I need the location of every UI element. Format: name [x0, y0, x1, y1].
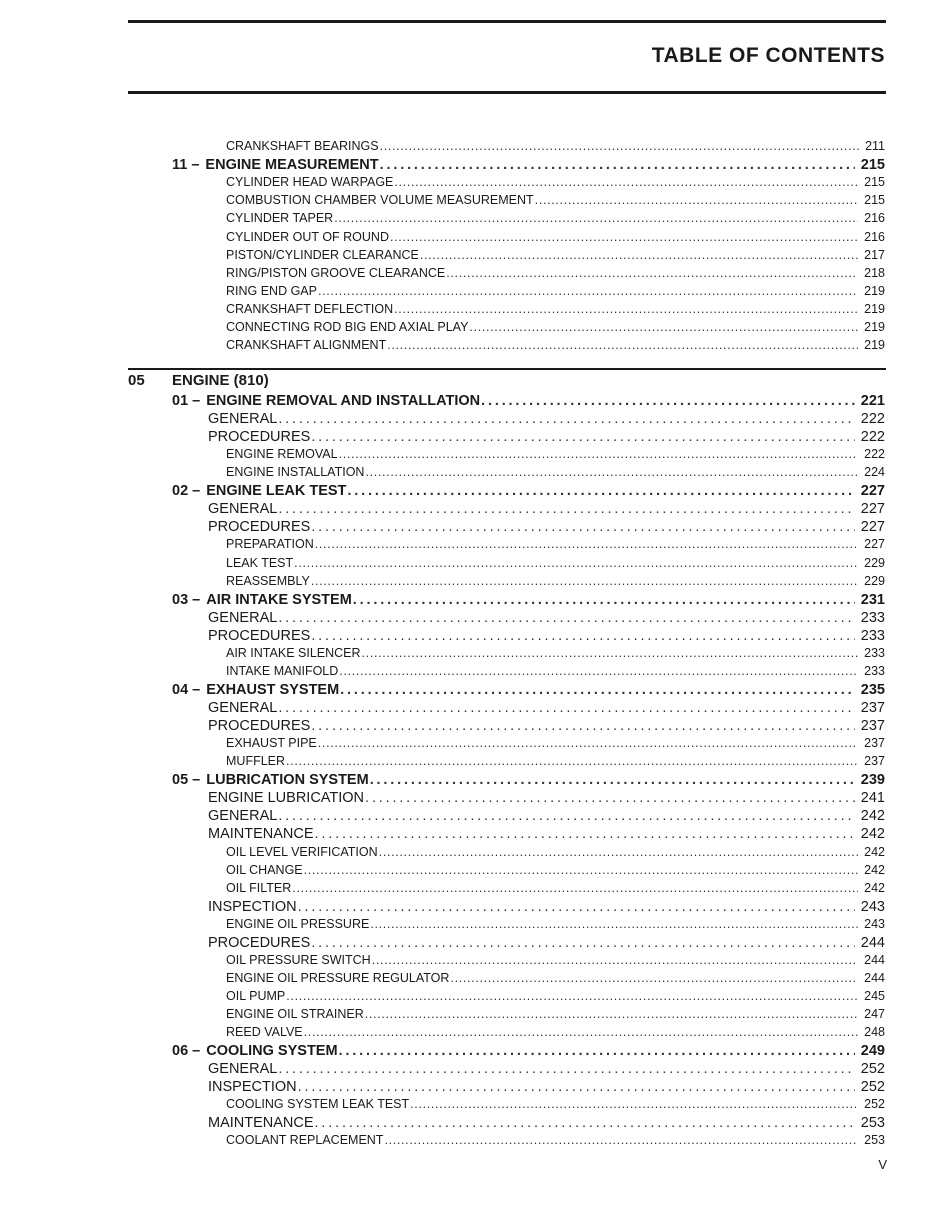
toc-topic-entry[interactable]	[226, 139, 885, 153]
toc-entry-text: AIR INTAKE SYSTEM	[206, 591, 352, 608]
toc-entry-label	[172, 483, 346, 499]
toc-entry-label	[226, 266, 445, 280]
toc-page-number: 244	[860, 934, 885, 951]
dot-leader	[380, 139, 859, 153]
dot-leader	[353, 592, 855, 608]
toc-entry-text: INSPECTION	[208, 1079, 297, 1096]
toc-entry-label	[226, 664, 338, 678]
dot-leader	[278, 501, 854, 517]
toc-topic-entry[interactable]	[226, 284, 885, 298]
toc-entry-label	[208, 899, 297, 915]
toc-entry-text: ENGINE OIL PRESSURE REGULATOR	[226, 970, 450, 985]
header-top-rule	[128, 20, 886, 23]
toc-topic-entry[interactable]	[226, 175, 885, 189]
header-bottom-rule	[128, 91, 886, 94]
toc-entry-text: PISTON/CYLINDER CLEARANCE	[226, 247, 419, 262]
toc-entry-label	[226, 646, 361, 660]
toc-entry-label	[226, 736, 317, 750]
toc-entry-label	[226, 863, 303, 877]
toc-entry-label	[226, 248, 419, 262]
dot-leader	[286, 989, 858, 1003]
toc-subsection-entry[interactable]	[208, 519, 885, 535]
toc-entry-label	[226, 1097, 409, 1111]
toc-topic-entry[interactable]	[226, 338, 885, 352]
dot-leader	[394, 175, 858, 189]
toc-topic-entry[interactable]	[226, 556, 885, 570]
toc-entry-label	[226, 465, 364, 479]
toc-entry-label	[226, 881, 291, 895]
toc-entry-label	[208, 1115, 314, 1131]
toc-page-number: 217	[864, 247, 885, 262]
toc-entry-text: PROCEDURES	[208, 934, 311, 951]
toc-entry-label	[172, 157, 379, 173]
dot-leader	[339, 447, 859, 461]
dot-leader	[304, 1025, 858, 1039]
dot-leader	[370, 917, 858, 931]
toc-entry-text: MAINTENANCE	[208, 826, 314, 843]
toc-page-number: 242	[860, 808, 885, 825]
toc-entry-text: ENGINE REMOVAL AND INSTALLATION	[206, 393, 481, 409]
dot-leader	[339, 664, 858, 678]
section-divider	[128, 368, 886, 370]
toc-topic-entry[interactable]	[226, 1025, 885, 1039]
toc-entry-label	[226, 556, 293, 570]
toc-entry-label	[226, 193, 534, 207]
toc-entry-label	[226, 953, 371, 967]
toc-entry-text: GENERAL	[208, 808, 278, 825]
toc-chapter-number: 05 –	[172, 772, 201, 789]
toc-entry-label	[208, 628, 310, 644]
toc-page-number: 245	[864, 988, 885, 1003]
toc-page-number: 243	[864, 916, 885, 931]
toc-page-number: 219	[864, 338, 885, 353]
toc-entry-label	[172, 682, 339, 698]
toc-entry-label	[226, 320, 468, 334]
toc-chapter-entry[interactable]	[172, 682, 885, 698]
dot-leader	[394, 302, 858, 316]
dot-leader	[298, 899, 855, 915]
toc-entry-text: GENERAL	[208, 411, 278, 428]
dot-leader	[339, 1043, 855, 1059]
dot-leader	[370, 772, 855, 788]
toc-page-number: 219	[864, 301, 885, 316]
toc-entry-label	[172, 592, 352, 608]
toc-page-number: 222	[860, 429, 885, 446]
toc-page-number: 247	[864, 1007, 885, 1022]
toc-subsection-entry[interactable]	[208, 899, 885, 915]
dot-leader	[380, 157, 855, 173]
toc-subsection-entry[interactable]	[208, 808, 885, 824]
toc-entry-text: CRANKSHAFT ALIGNMENT	[226, 338, 387, 353]
dot-leader	[334, 211, 858, 225]
toc-page-number: 216	[864, 211, 885, 226]
toc-entry-text: GENERAL	[208, 609, 278, 626]
dot-leader	[278, 610, 854, 626]
toc-entry-label	[208, 411, 277, 427]
toc-page-number: 229	[864, 555, 885, 570]
dot-leader	[294, 556, 858, 570]
dot-leader	[446, 266, 858, 280]
toc-entry-label	[172, 772, 369, 788]
toc-entry-label	[226, 754, 285, 768]
toc-page-number: 211	[865, 139, 885, 153]
toc-subsection-entry[interactable]	[208, 935, 885, 951]
toc-page-number: 235	[860, 681, 885, 698]
toc-page-number: 224	[864, 465, 885, 480]
dot-leader	[362, 646, 859, 660]
toc-entry-text: REED VALVE	[226, 1025, 303, 1040]
toc-topic-entry[interactable]	[226, 1097, 885, 1111]
toc-entry-label	[226, 917, 369, 931]
toc-page-number: 216	[864, 229, 885, 244]
toc-chapter-number: 01 –	[172, 393, 201, 409]
toc-entry-text: INTAKE MANIFOLD	[226, 663, 339, 678]
toc-topic-entry[interactable]	[226, 736, 885, 750]
dot-leader	[450, 971, 858, 985]
toc-entry-label	[226, 537, 314, 551]
toc-entry-label	[226, 338, 386, 352]
dot-leader	[372, 953, 858, 967]
toc-subsection-entry[interactable]	[208, 1061, 885, 1077]
toc-entry-label	[226, 971, 449, 985]
dot-leader	[535, 193, 858, 207]
dot-leader	[347, 483, 854, 499]
toc-entry-text: ENGINE REMOVAL	[226, 447, 338, 462]
toc-entry-label	[226, 1025, 303, 1039]
toc-topic-entry[interactable]	[226, 266, 885, 280]
toc-entry-label	[208, 1079, 297, 1095]
section-title: ENGINE (810)	[172, 372, 269, 389]
toc-subsection-entry[interactable]	[208, 700, 885, 716]
dot-leader	[292, 881, 858, 895]
toc-entry-text: ENGINE INSTALLATION	[226, 465, 365, 480]
toc-subsection-entry[interactable]	[208, 501, 885, 517]
toc-chapter-number: 02 –	[172, 483, 201, 500]
toc-subsection-entry[interactable]	[208, 429, 885, 445]
toc-page-number: 242	[864, 862, 885, 877]
toc-entry-label	[226, 1007, 364, 1021]
toc-entry-text: OIL PRESSURE SWITCH	[226, 952, 371, 967]
toc-topic-entry[interactable]	[226, 863, 885, 877]
toc-page-number: 237	[860, 700, 885, 717]
toc-page-number: 227	[860, 483, 885, 500]
dot-leader	[311, 935, 854, 951]
toc-entry-text: MUFFLER	[226, 754, 286, 769]
toc-topic-entry[interactable]	[226, 248, 885, 262]
toc-page-number: 253	[864, 1133, 885, 1148]
dot-leader	[318, 736, 858, 750]
toc-entry-text: EXHAUST PIPE	[226, 736, 317, 751]
toc-chapter-entry[interactable]	[172, 393, 885, 409]
toc-topic-entry[interactable]	[226, 574, 885, 588]
toc-topic-entry[interactable]	[226, 447, 885, 461]
toc-entry-label	[226, 211, 333, 225]
toc-entry-label	[208, 501, 277, 517]
toc-page-number: 237	[864, 736, 885, 751]
toc-chapter-number: 03 –	[172, 591, 201, 608]
toc-subsection-entry[interactable]	[208, 826, 885, 842]
toc-entry-text: PROCEDURES	[208, 519, 311, 536]
toc-topic-entry[interactable]	[226, 754, 885, 768]
toc-entry-text: ENGINE LUBRICATION	[208, 790, 365, 807]
toc-subsection-entry[interactable]	[208, 718, 885, 734]
toc-topic-entry[interactable]	[226, 320, 885, 334]
dot-leader	[278, 700, 854, 716]
toc-entry-label	[208, 1061, 277, 1077]
toc-entry-text: COMBUSTION CHAMBER VOLUME MEASUREMENT	[226, 193, 534, 208]
toc-page-number: 233	[860, 609, 885, 626]
toc-subsection-entry[interactable]	[208, 1079, 885, 1095]
toc-entry-label	[226, 175, 393, 189]
dot-leader	[340, 682, 855, 698]
dot-leader	[410, 1097, 858, 1111]
toc-entry-text: PROCEDURES	[208, 718, 311, 735]
toc-page-number: 244	[864, 970, 885, 985]
toc-entry-text: LEAK TEST	[226, 555, 294, 570]
toc-subsection-entry[interactable]	[208, 1115, 885, 1131]
toc-chapter-number: 06 –	[172, 1043, 201, 1060]
toc-page-number: 215	[860, 157, 885, 174]
dot-leader	[390, 230, 858, 244]
toc-page-number: 242	[860, 826, 885, 843]
toc-topic-entry[interactable]	[226, 537, 885, 551]
toc-page-number: 237	[860, 718, 885, 735]
toc-entry-label	[208, 935, 310, 951]
dot-leader	[278, 411, 854, 427]
toc-entry-label	[208, 429, 310, 445]
toc-entry-text: OIL PUMP	[226, 988, 286, 1003]
toc-entry-text: PROCEDURES	[208, 627, 311, 644]
toc-page-number: 252	[860, 1061, 885, 1078]
toc-subsection-entry[interactable]	[208, 790, 885, 806]
toc-chapter-entry[interactable]	[172, 592, 885, 608]
toc-page-number: 233	[860, 627, 885, 644]
toc-page-number: 219	[864, 320, 885, 334]
toc-entry-text: REASSEMBLY	[226, 573, 310, 588]
toc-page-number: 237	[864, 754, 885, 769]
toc-page-number: 221	[860, 393, 885, 409]
toc-topic-entry[interactable]	[226, 646, 885, 660]
toc-entry-text: ENGINE MEASUREMENT	[205, 157, 379, 174]
toc-entry-text: CRANKSHAFT DEFLECTION	[226, 301, 394, 316]
toc-topic-entry[interactable]	[226, 230, 885, 244]
dot-leader	[469, 320, 858, 334]
toc-entry-text: GENERAL	[208, 1061, 278, 1078]
toc-page-number: 249	[860, 1043, 885, 1060]
dot-leader	[365, 1007, 858, 1021]
toc-page-number: 229	[864, 573, 885, 588]
toc-page-number: 239	[860, 772, 885, 789]
dot-leader	[420, 248, 858, 262]
dot-leader	[311, 429, 854, 445]
toc-entry-label	[226, 447, 338, 461]
toc-page-number: 222	[864, 447, 885, 462]
dot-leader	[379, 845, 858, 859]
toc-page-number: 215	[864, 193, 885, 208]
toc-page-number: 252	[860, 1079, 885, 1096]
toc-page-number: 215	[864, 175, 885, 190]
toc-page-number: 241	[860, 790, 885, 807]
toc-chapter-entry[interactable]	[172, 157, 885, 173]
toc-entry-text: PREPARATION	[226, 537, 314, 552]
dot-leader	[365, 790, 855, 806]
toc-page-number: 242	[864, 880, 885, 895]
toc-entry-text: GENERAL	[208, 700, 278, 717]
dot-leader	[315, 1115, 855, 1131]
toc-page-number: 253	[860, 1115, 885, 1132]
toc-entry-label	[226, 284, 317, 298]
toc-entry-text: LUBRICATION SYSTEM	[206, 772, 369, 789]
toc-page-number: 227	[860, 519, 885, 536]
dot-leader	[278, 808, 854, 824]
toc-topic-entry[interactable]	[226, 1133, 885, 1147]
toc-entry-label	[208, 718, 310, 734]
toc-topic-entry[interactable]	[226, 917, 885, 931]
toc-subsection-entry[interactable]	[208, 411, 885, 427]
toc-topic-entry[interactable]	[226, 989, 885, 1003]
toc-entry-label	[208, 808, 277, 824]
toc-entry-label	[226, 845, 378, 859]
toc-page-number: 252	[864, 1097, 885, 1112]
toc-topic-entry[interactable]	[226, 953, 885, 967]
toc-entry-label	[208, 790, 364, 806]
toc-entry-label	[226, 574, 310, 588]
toc-topic-entry[interactable]	[226, 881, 885, 895]
toc-entry-text: AIR INTAKE SILENCER	[226, 645, 361, 660]
dot-leader	[311, 519, 854, 535]
toc-entry-text: EXHAUST SYSTEM	[206, 681, 340, 698]
toc-page-number: 222	[860, 411, 885, 428]
toc-entry-text: ENGINE OIL PRESSURE	[226, 916, 370, 931]
toc-chapter-number: 11 –	[172, 157, 200, 174]
dot-leader	[481, 393, 855, 409]
toc-page-number: 227	[864, 537, 885, 552]
toc-entry-text: COOLING SYSTEM	[206, 1043, 338, 1060]
toc-entry-text: INSPECTION	[208, 898, 297, 915]
toc-entry-text: ENGINE LEAK TEST	[206, 483, 347, 500]
toc-chapter-entry[interactable]	[172, 772, 885, 788]
toc-topic-entry[interactable]	[226, 1007, 885, 1021]
toc-topic-entry[interactable]	[226, 211, 885, 225]
dot-leader	[387, 338, 858, 352]
toc-page-number: 219	[864, 283, 885, 298]
toc-entry-text: OIL FILTER	[226, 880, 292, 895]
toc-entry-text: OIL CHANGE	[226, 862, 303, 877]
toc-subsection-entry[interactable]	[208, 610, 885, 626]
toc-chapter-entry[interactable]	[172, 483, 885, 499]
toc-page-number: 218	[864, 265, 885, 280]
toc-entry-text: CYLINDER OUT OF ROUND	[226, 229, 389, 244]
toc-entry-label	[226, 1133, 383, 1147]
toc-page-number: 248	[864, 1025, 885, 1040]
toc-entry-text: GENERAL	[208, 501, 278, 518]
toc-page-number: 233	[864, 645, 885, 660]
toc-entry-text: COOLANT REPLACEMENT	[226, 1133, 384, 1148]
toc-topic-entry[interactable]	[226, 845, 885, 859]
dot-leader	[278, 1061, 854, 1077]
toc-subsection-entry[interactable]	[208, 628, 885, 644]
dot-leader	[365, 465, 858, 479]
toc-topic-entry[interactable]	[226, 193, 885, 207]
toc-topic-entry[interactable]	[226, 971, 885, 985]
dot-leader	[286, 754, 858, 768]
toc-entry-label	[208, 519, 310, 535]
dot-leader	[311, 574, 858, 588]
dot-leader	[304, 863, 859, 877]
toc-chapter-number: 04 –	[172, 681, 201, 698]
toc-page-number: 233	[864, 663, 885, 678]
dot-leader	[318, 284, 858, 298]
toc-page-number: 243	[860, 898, 885, 915]
toc-topic-entry[interactable]	[226, 664, 885, 678]
toc-page-number: 227	[860, 501, 885, 518]
toc-entry-text: OIL LEVEL VERIFICATION	[226, 844, 378, 859]
toc-entry-text: RING END GAP	[226, 283, 317, 298]
toc-entry-text: ENGINE OIL STRAINER	[226, 1007, 364, 1022]
dot-leader	[315, 537, 858, 551]
toc-entry-label	[208, 826, 314, 842]
toc-topic-entry[interactable]	[226, 302, 885, 316]
section-number: 05	[128, 372, 145, 389]
toc-page-number: 231	[860, 591, 885, 608]
toc-entry-text: COOLING SYSTEM LEAK TEST	[226, 1097, 410, 1112]
toc-page-number: 242	[864, 844, 885, 859]
toc-entry-text: CYLINDER HEAD WARPAGE	[226, 175, 394, 190]
toc-entry-label	[226, 302, 393, 316]
toc-chapter-entry[interactable]	[172, 1043, 885, 1059]
dot-leader	[311, 718, 854, 734]
toc-entry-text: CONNECTING ROD BIG END AXIAL PLAY	[226, 320, 469, 334]
toc-entry-label	[208, 610, 277, 626]
dot-leader	[298, 1079, 855, 1095]
dot-leader	[315, 826, 855, 842]
dot-leader	[311, 628, 854, 644]
toc-entry-text: CRANKSHAFT BEARINGS	[226, 139, 379, 153]
toc-entry-label	[226, 230, 389, 244]
page-title: TABLE OF CONTENTS	[651, 44, 885, 67]
toc-page-number: 244	[864, 952, 885, 967]
dot-leader	[384, 1133, 858, 1147]
toc-entry-text: PROCEDURES	[208, 429, 311, 446]
toc-entry-label	[172, 393, 480, 409]
toc-entry-label	[226, 139, 379, 153]
toc-entry-text: MAINTENANCE	[208, 1115, 314, 1132]
toc-entry-text: CYLINDER TAPER	[226, 211, 334, 226]
toc-entry-label	[208, 700, 277, 716]
toc-entry-label	[172, 1043, 338, 1059]
toc-entry-text: RING/PISTON GROOVE CLEARANCE	[226, 265, 446, 280]
toc-topic-entry[interactable]	[226, 465, 885, 479]
toc-entry-label	[226, 989, 285, 1003]
page-number: V	[878, 1157, 887, 1172]
